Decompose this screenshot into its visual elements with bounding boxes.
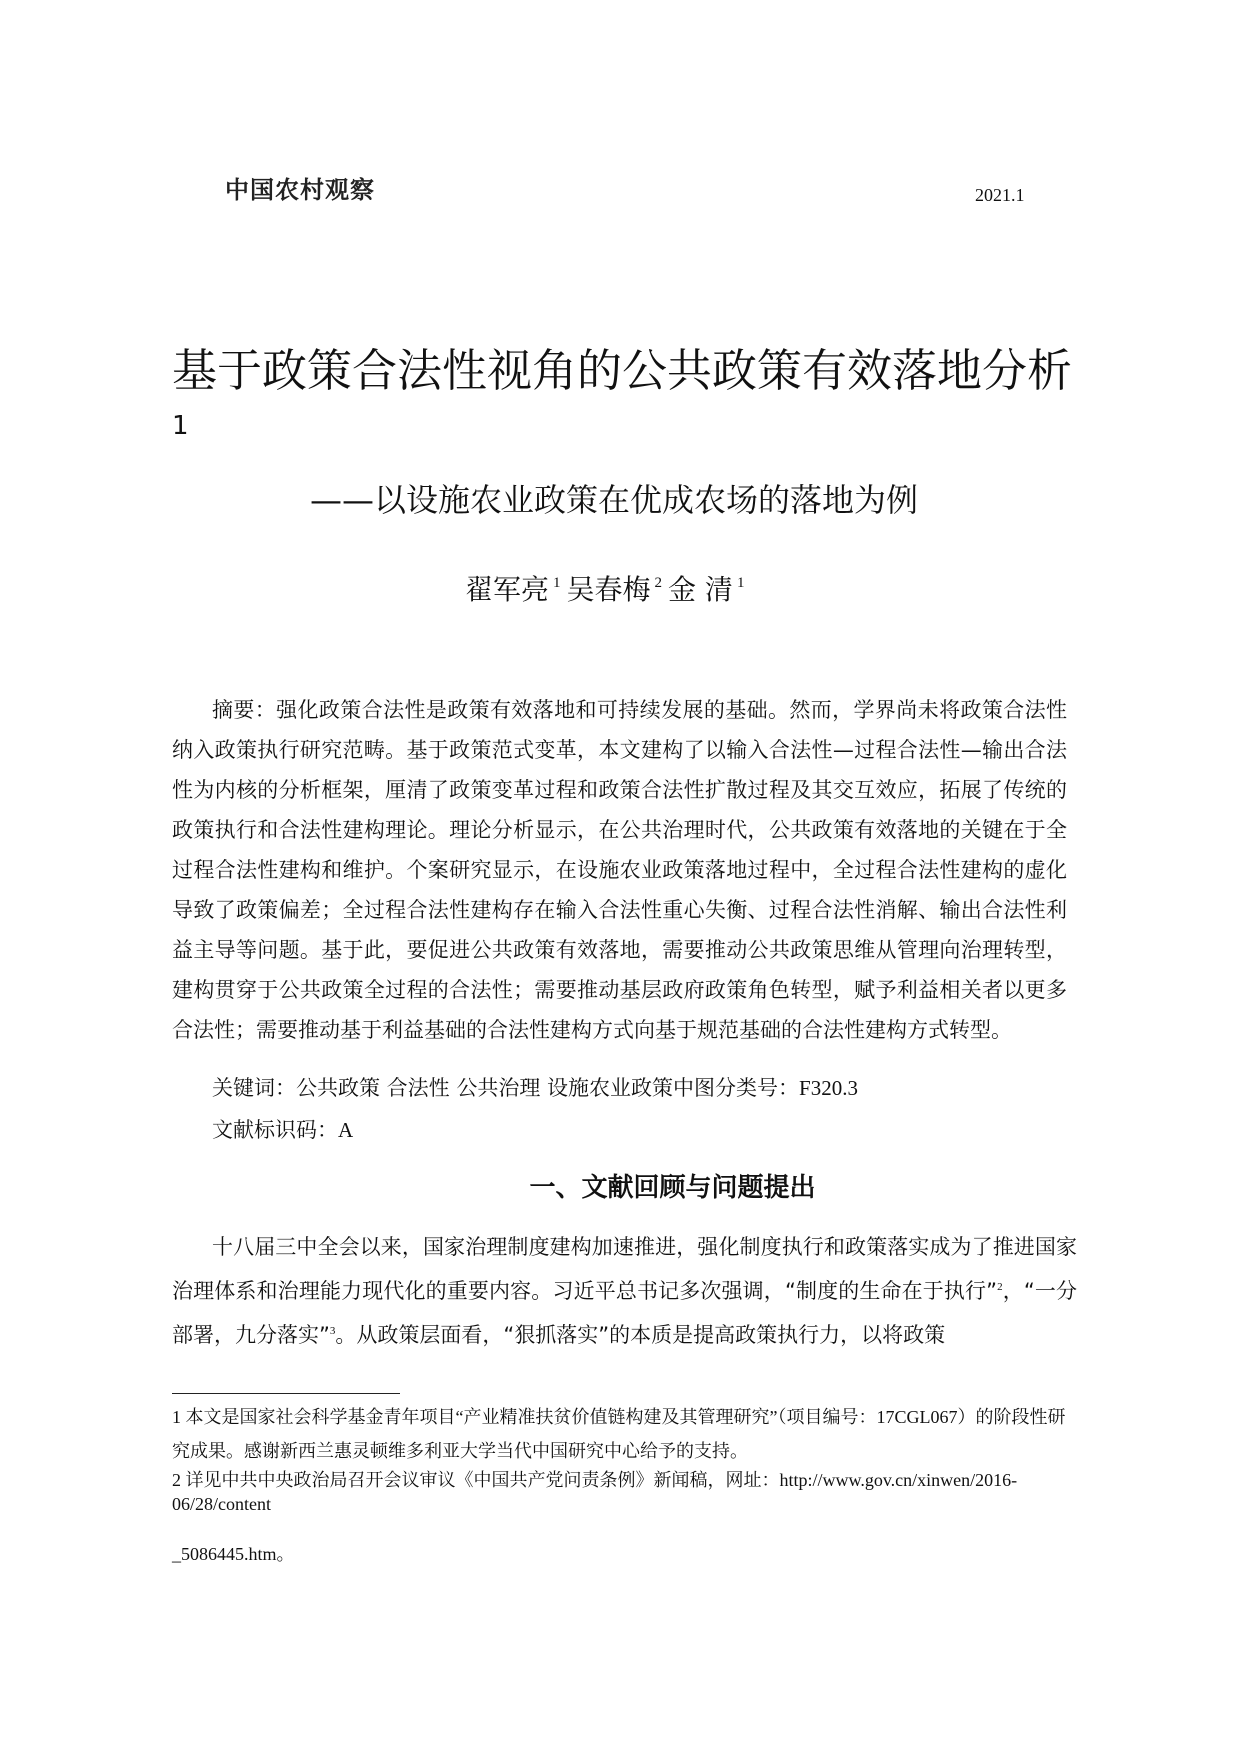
keywords: 公共政策 合法性 公共治理 设施农业政策 <box>296 1076 674 1100</box>
journal-logo: 中国农村观察 <box>225 176 375 204</box>
footnote-divider <box>172 1393 400 1394</box>
author-affiliation-mark: 2 <box>654 575 663 591</box>
paragraph-text: 。从政策层面看，“狠抓落实”的本质是提高政策执行力，以将政策 <box>335 1323 946 1347</box>
doc-code: A <box>338 1118 354 1142</box>
author-name: 金 清 <box>668 573 733 606</box>
author-affiliation-mark: 1 <box>736 575 745 591</box>
footnote-mark-3[interactable]: 3 <box>329 1325 336 1337</box>
abstract: 摘要：强化政策合法性是政策有效落地和可持续发展的基础。然而，学界尚未将政策合法性纳入政策执行研究范畴。基于政策范式变革，本文建构了以输入合法性—过程合法性—输出合法性为内核的分析框架，厘清了政策变革过程和政策合法性扩散过程及其交互效应，拓展了传统的政策执行和合法性建构理论。理论分析显示，在公共治理时代，公共政策有效落地的关键在于全过程合法性建构和维护。个案研究显示，在设施农业政策落地过程中，全过程合法性建构的虚化导致了政策偏差；全过程合法性建构存在输入合法性重心失衡、过程合法性消解、输出合法性利益主导等问题。基于此，要促进公共政策有效落地，需要推动公共政策思维从管理向治理转型，建构贯穿于公共政策全过程的合法性；需要推动基层政府政策角色转型，赋予利益相关者以更多合法性；需要推动基于利益基础的合法性建构方式向基于规范基础的合法性建构方式转型。 <box>172 698 1067 1042</box>
keywords-label: 关键词： <box>212 1076 296 1100</box>
paragraph-text: ，“一分部署，九分落实” <box>172 1279 1077 1347</box>
footnote-2: 2 详见中共中央政治局召开会议审议《中国共产党问责条例》新闻稿，网址：http://www.gov.cn/xinwen/2016-06/28/content <box>172 1470 1018 1514</box>
article-subtitle: ——以设施农业政策在优成农场的落地为例 <box>310 481 919 519</box>
article-title <box>172 338 1072 470</box>
document-code-line <box>212 1110 353 1150</box>
title-text: 基于政策合法性视角的公共政策有效落地分析 <box>172 344 1073 397</box>
title-footnote-mark[interactable]: 1 <box>172 411 189 441</box>
clc-number: F320.3 <box>799 1076 858 1100</box>
keywords-line <box>212 1068 858 1108</box>
section-heading <box>0 1168 1240 1208</box>
body-paragraph <box>172 1225 1077 1357</box>
author-name: 吴春梅 <box>566 573 651 606</box>
author-affiliation-mark: 1 <box>553 575 561 591</box>
section-heading-text: 一、文献回顾与问题提出 <box>529 1173 816 1203</box>
issue-date: 2021.1 <box>975 185 1025 205</box>
author-name: 翟军亮 <box>465 573 550 606</box>
clc-label: 中图分类号： <box>673 1076 800 1100</box>
doc-code-label: 文献标识码： <box>212 1118 338 1142</box>
paragraph-text: 十八届三中全会以来，国家治理制度建构加速推进，强化制度执行和政策落实成为了推进国家治理体系和治理能力现代化的重要内容。习近平总书记多次强调，“制度的生命在于执行” <box>172 1235 1077 1303</box>
footnote-1: 1 本文是国家社会科学基金青年项目“产业精准扶贫价值链构建及其管理研究”（项目编号：17CGL067）的阶段性研究成果。感谢新西兰惠灵顿维多利亚大学当代中国研究中心给予的支持。 <box>172 1407 1066 1461</box>
footnote-2-continued: _5086445.htm。 <box>172 1544 295 1564</box>
author-list <box>465 570 750 610</box>
footnote-mark-2[interactable]: 2 <box>997 1281 1003 1293</box>
